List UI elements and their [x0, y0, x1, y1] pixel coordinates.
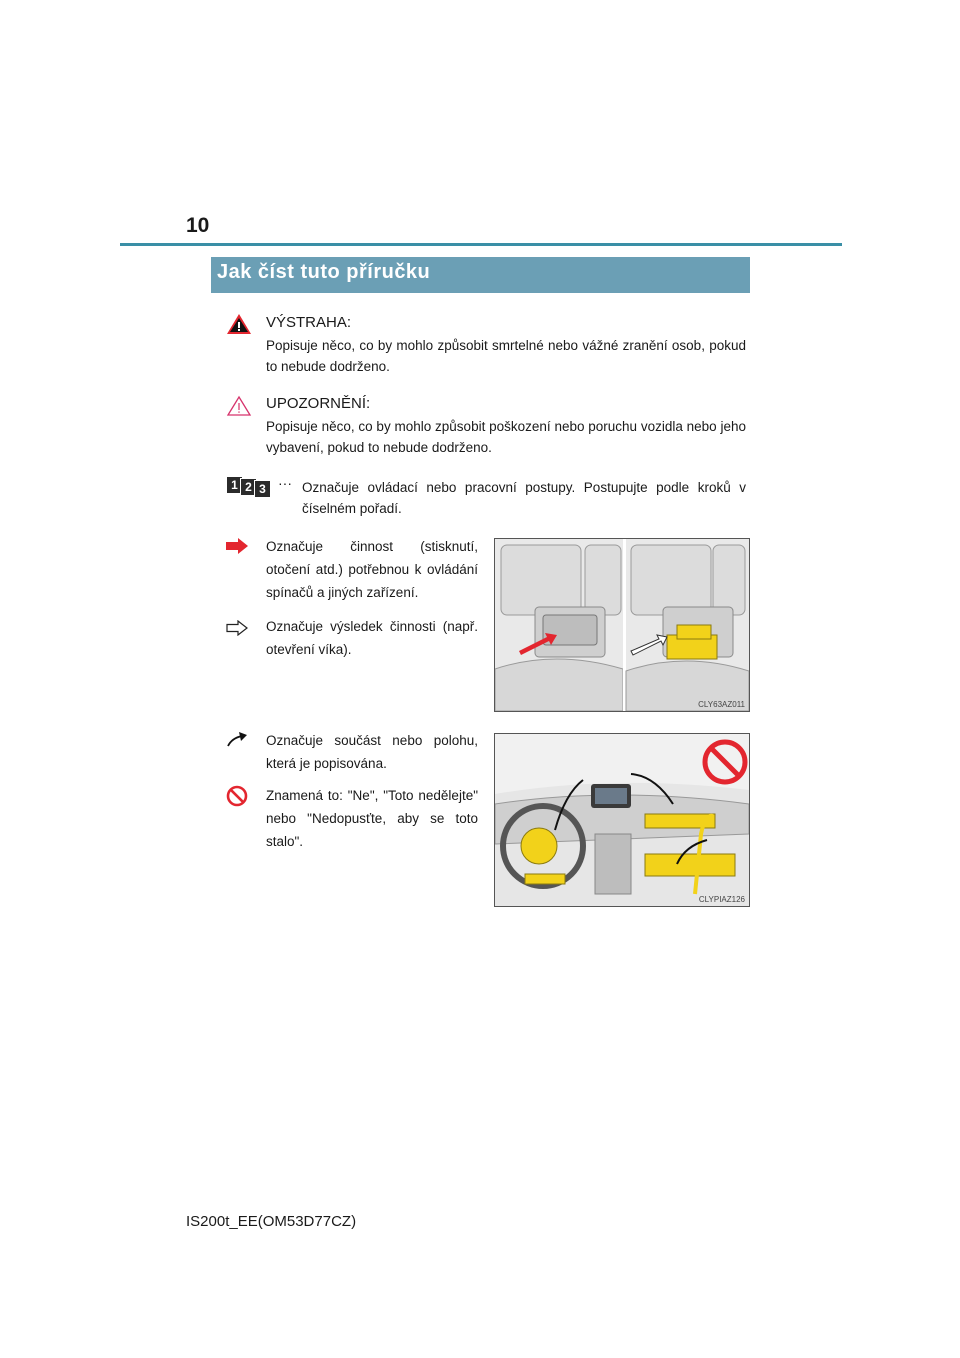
- warning-triangle-filled-icon: [226, 313, 252, 335]
- document-code: IS200t_EE(OM53D77CZ): [186, 1213, 357, 1230]
- caution-text: Popisuje něco, co by mohlo způsobit poškození nebo poruchu vozidla nebo jeho vybavení, pokud to nebude dodrženo.: [266, 419, 746, 455]
- top-rule: [120, 243, 842, 246]
- curved-pointer-icon: [226, 732, 248, 748]
- section-header: [211, 257, 750, 293]
- page-number: 10: [186, 214, 210, 237]
- steps-dots: ···: [278, 475, 292, 491]
- caution-triangle-outline-icon: [226, 395, 252, 417]
- seat-drawing: [495, 539, 749, 711]
- section-title: Jak číst tuto příručku: [217, 261, 431, 283]
- steps-text: Označuje ovládací nebo pracovní postupy. Postupujte podle kroků v číselném pořadí.: [302, 480, 746, 516]
- warning-text: Popisuje něco, co by mohlo způsobit smrtelné nebo vážné zranění osob, pokud to nebude dodrženo.: [266, 338, 746, 374]
- numbered-steps-icon: [226, 476, 276, 496]
- caution-title: UPOZORNĚNÍ:: [266, 395, 371, 412]
- prohibited-text: Znamená to: "Ne", "Toto nedělejte" nebo "Nedopusťte, aby se toto stalo".: [266, 788, 478, 849]
- warning-title: VÝSTRAHA:: [266, 314, 352, 331]
- red-arrow-icon: [226, 538, 248, 554]
- seat-image-code: CLY63AZ011: [698, 700, 745, 709]
- prohibition-icon: [226, 785, 248, 807]
- dashboard-image-code: CLYPIAZ126: [698, 895, 745, 904]
- dashboard-drawing: [495, 734, 749, 906]
- seat-illustration: [494, 538, 750, 712]
- step-number: 3: [254, 480, 271, 498]
- step-number: 2: [240, 478, 257, 496]
- dashboard-illustration: [494, 733, 750, 907]
- pointer-text: Označuje součást nebo polohu, která je popisována.: [266, 733, 478, 771]
- outline-arrow-icon: [226, 620, 248, 636]
- action-text: Označuje činnost (stisknutí, otočení atd.) potřebnou k ovládání spínačů a jiných zařízení.: [266, 539, 478, 600]
- result-text: Označuje výsledek činnosti (např. otevření víka).: [266, 619, 478, 657]
- step-number: 1: [226, 476, 243, 494]
